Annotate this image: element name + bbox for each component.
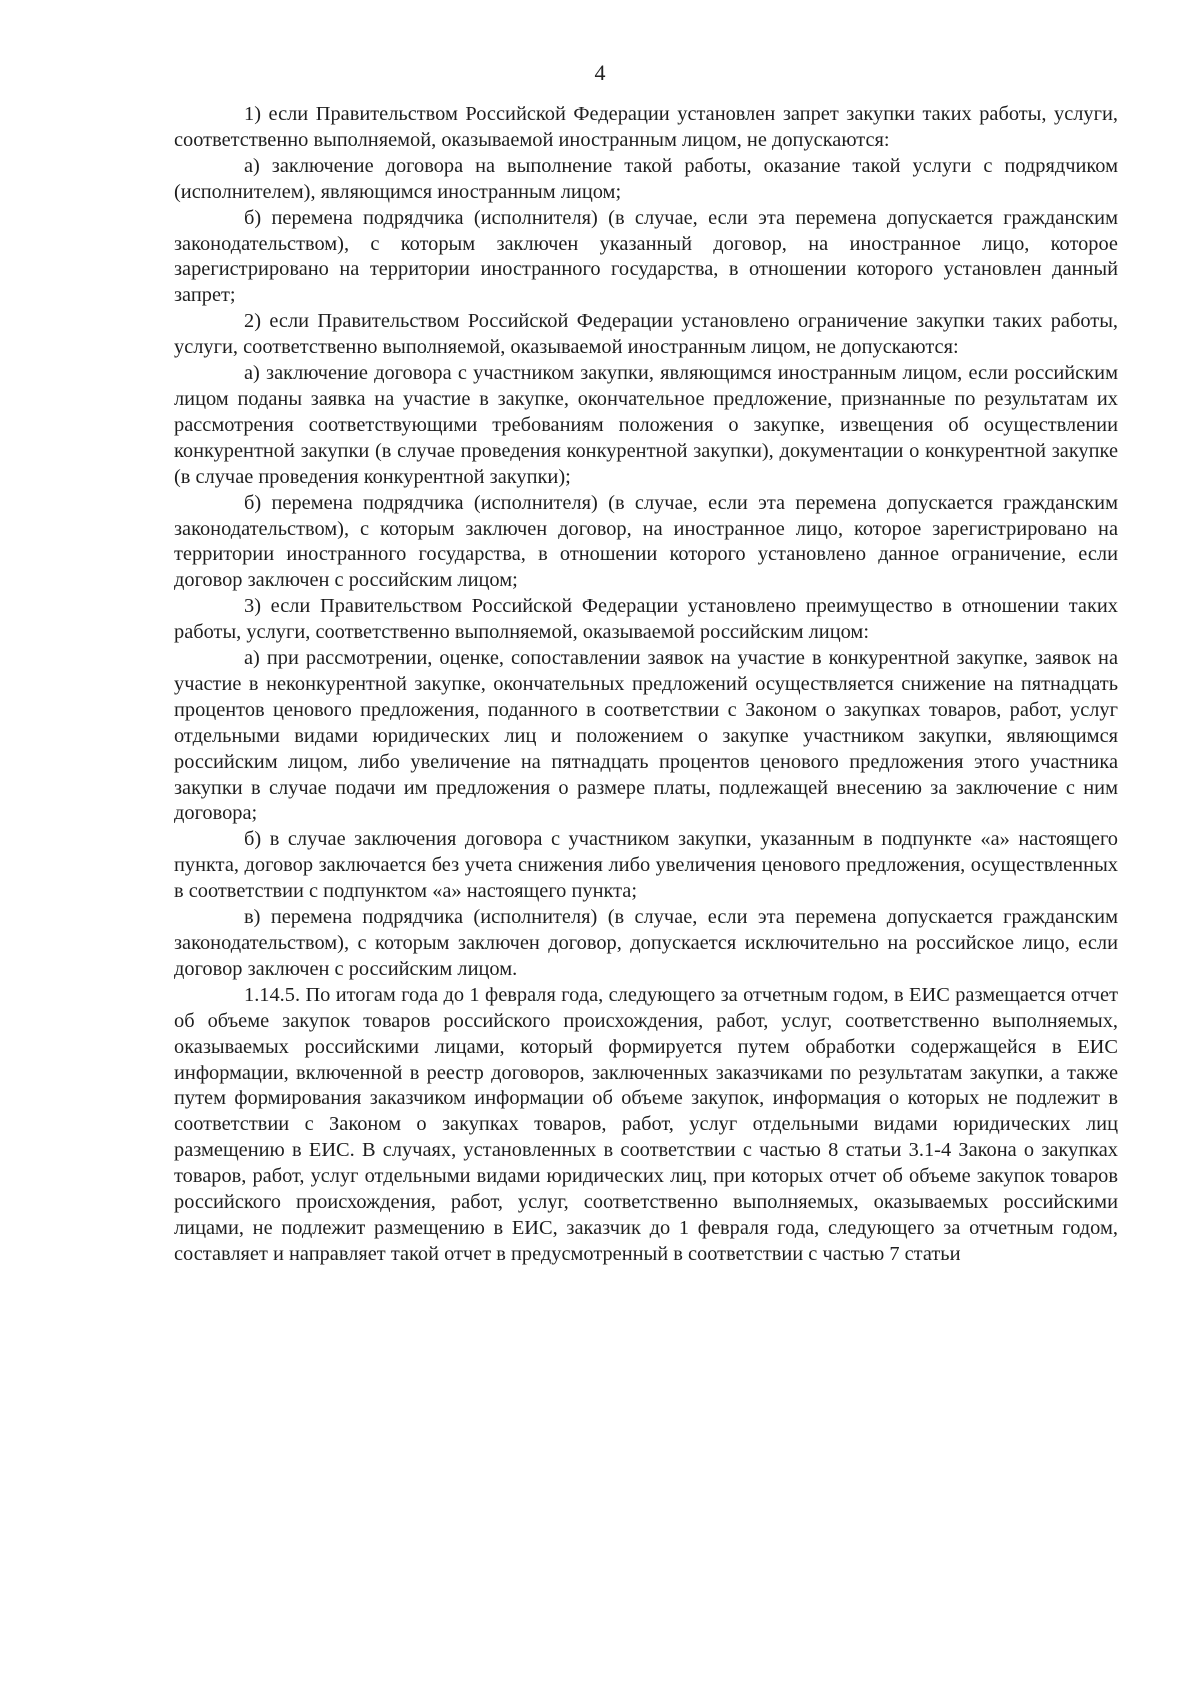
page-number: 4 (594, 60, 606, 85)
paragraph-2-restriction: 2) если Правительством Российской Федерации установлено ограничение закупки таких работы, услуги, соответственно выполняемой, оказываемой иностранным лицом, не допускаются: (174, 310, 1118, 359)
paragraph-3c: в) перемена подрядчика (исполнителя) (в случае, если эта перемена допускается гражданским законодательством), с которым заключен договор, допускается исключительно на российское лицо, если договор заключен с российским лицом. (174, 906, 1118, 980)
paragraph-2a: а) заключение договора с участником закупки, являющимся иностранным лицом, если российским лицом поданы заявка на участие в закупке, окончательное предложение, признанные по результатам их рассмотрения соответствующими требованиям положения о закупке, извещения об осуществлении конкурентной закупки (в случае проведения конкурентной закупки), документации о конкурентной закупке (в случае проведения конкурентной закупки); (174, 362, 1118, 488)
paragraph-1a: а) заключение договора на выполнение такой работы, оказание такой услуги с подрядчиком (исполнителем), являющимся иностранным лицом; (174, 154, 1118, 203)
paragraph-1-ban: 1) если Правительством Российской Федерации установлен запрет закупки таких работы, услуги, соответственно выполняемой, оказываемой иностранным лицом, не допускаются: (174, 103, 1118, 151)
document-body (174, 102, 1118, 1268)
paragraph-3-preference: 3) если Правительством Российской Федерации установлено преимущество в отношении таких работы, услуги, соответственно выполняемой, оказываемой российским лицом: (174, 595, 1118, 644)
paragraph-1-14-5: 1.14.5. По итогам года до 1 февраля года, следующего за отчетным годом, в ЕИС размещается отчет об объеме закупок товаров российского происхождения, работ, услуг, соответственно выполняемых, оказываемых российскими лицами, который формируется путем обработки содержащейся в ЕИС информации, включенной в реестр договоров, заключенных заказчиками по результатам закупки, а также путем формирования заказчиком информации об объеме закупок, информация о которых не подлежит в соответствии с Законом о закупках товаров, работ, услуг отдельными видами юридических лиц размещению в ЕИС. В случаях, установленных в соответствии с частью 8 статьи 3.1-4 Закона о закупках товаров, работ, услуг отдельными видами юридических лиц, при которых отчет об объеме закупок товаров российского происхождения, работ, услуг, соответственно выполняемых, оказываемых российскими лицами, не подлежит размещению в ЕИС, заказчик до 1 февраля года, следующего за отчетным годом, составляет и направляет такой отчет в предусмотренный в соответствии с частью 7 статьи (174, 983, 1118, 1265)
paragraph-1b: б) перемена подрядчика (исполнителя) (в случае, если эта перемена допускается гражданским законодательством), с которым заключен указанный договор, на иностранное лицо, которое зарегистрировано на территории иностранного государства, в отношении которого установлен данный запрет; (174, 206, 1118, 307)
paragraph-3b: б) в случае заключения договора с участником закупки, указанным в подпункте «а» настоящего пункта, договор заключается без учета снижения либо увеличения ценового предложения, осуществленных в соответствии с подпунктом «а» настоящего пункта; (174, 828, 1118, 903)
paragraph-3a: а) при рассмотрении, оценке, сопоставлении заявок на участие в конкурентной закупке, заявок на участие в неконкурентной закупке, окончательных предложений осуществляется снижение на пятнадцать процентов ценового предложения, поданного в соответствии с Законом о закупках товаров, работ, услуг отдельными видами юридических лиц и положением о закупке участником закупки, являющимся российским лицом, либо увеличение на пятнадцать процентов ценового предложения этого участника закупки в случае подачи им предложения о размере платы, подлежащей внесению за заключение с ним договора; (174, 647, 1118, 825)
paragraph-2b: б) перемена подрядчика (исполнителя) (в случае, если эта перемена допускается гражданским законодательством), с которым заключен договор, на иностранное лицо, которое зарегистрировано на территории иностранного государства, в отношении которого установлено данное ограничение, если договор заключен с российским лицом; (174, 491, 1118, 592)
